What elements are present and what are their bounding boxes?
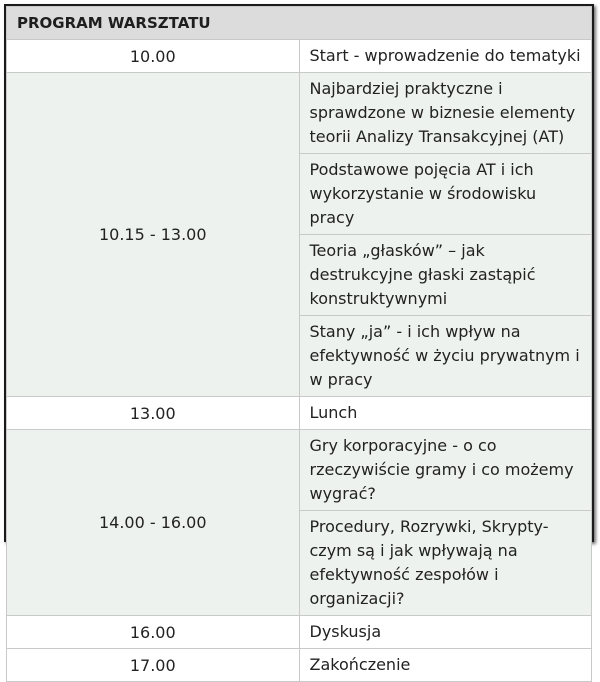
activity-cell: Zakończenie xyxy=(299,649,592,682)
program-table xyxy=(6,6,592,682)
activity-cell: Procedury, Rozrywki, Skrypty- czym są i jak wpływają na efektywność zespołów i organizacji? xyxy=(299,511,592,616)
activity-cell: Stany „ja” - i ich wpływ na efektywność w życiu prywatnym i w pracy xyxy=(299,316,592,397)
time-cell: 17.00 xyxy=(7,649,300,682)
activity-cell: Start - wprowadzenie do tematyki xyxy=(299,40,592,73)
activity-cell: Gry korporacyjne - o co rzeczywiście gramy i co możemy wygrać? xyxy=(299,430,592,511)
table-row xyxy=(7,73,592,154)
activity-cell: Podstawowe pojęcia AT i ich wykorzystanie w środowisku pracy xyxy=(299,154,592,235)
time-cell: 16.00 xyxy=(7,616,300,649)
activity-cell: Dyskusja xyxy=(299,616,592,649)
time-cell: 10.00 xyxy=(7,40,300,73)
time-cell: 13.00 xyxy=(7,397,300,430)
activity-cell: Najbardziej praktyczne i sprawdzone w biznesie elementy teorii Analizy Transakcyjnej (AT) xyxy=(299,73,592,154)
table-title: PROGRAM WARSZTATU xyxy=(7,7,592,40)
table-row xyxy=(7,397,592,430)
program-table-frame xyxy=(4,4,594,675)
table-row xyxy=(7,649,592,682)
table-row xyxy=(7,40,592,73)
activity-cell: Teoria „głasków” – jak destrukcyjne głaski zastąpić konstruktywnymi xyxy=(299,235,592,316)
time-cell: 10.15 - 13.00 xyxy=(7,73,300,397)
time-cell: 14.00 - 16.00 xyxy=(7,430,300,616)
table-row xyxy=(7,430,592,511)
activity-cell: Lunch xyxy=(299,397,592,430)
table-row xyxy=(7,616,592,649)
